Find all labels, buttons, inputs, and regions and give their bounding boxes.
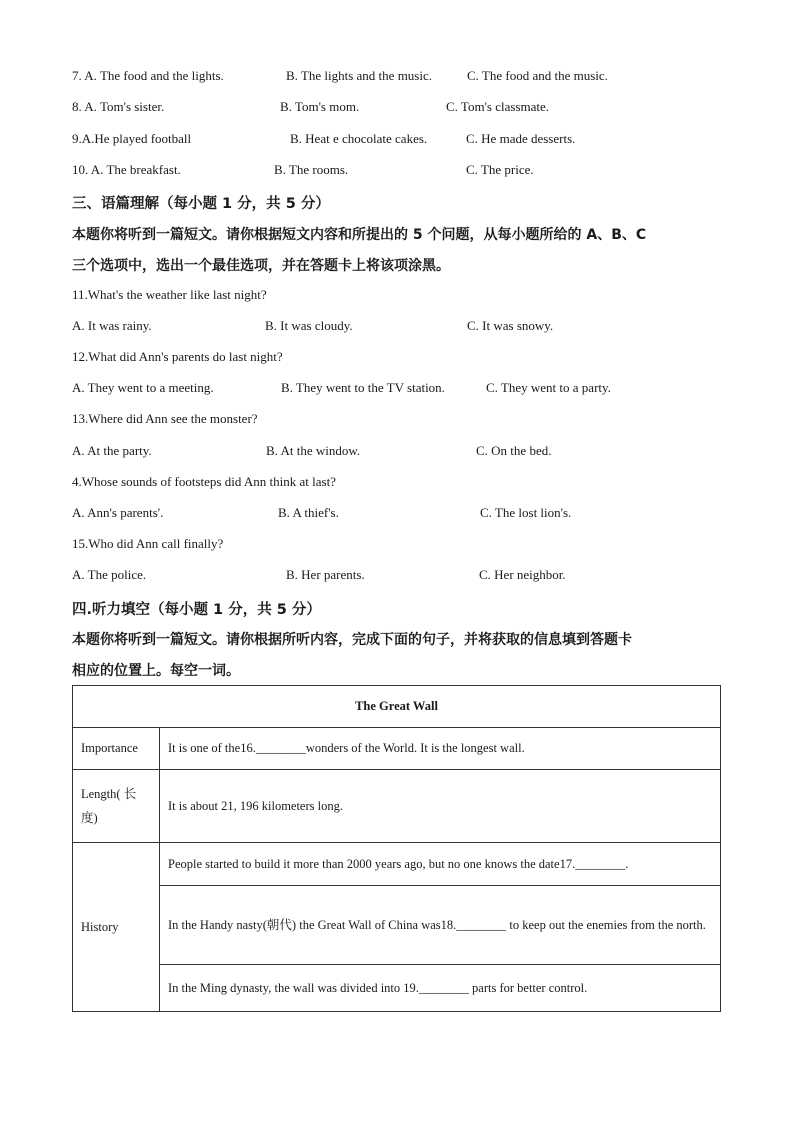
option-c: C. It was snowy. <box>467 318 554 333</box>
section-4-instructions-line-2: 相应的位置上。每空一词。 <box>72 663 240 679</box>
section-3-instructions-line-2: 三个选项中，选出一个最佳选项，并在答题卡上将该项涂黑。 <box>72 258 450 274</box>
option-c: C. The lost lion's. <box>480 505 572 520</box>
table-row-history-1 <box>73 843 721 886</box>
question-number: 9. <box>72 131 82 146</box>
option-a: A. It was rainy. <box>72 318 152 333</box>
table-title-row <box>73 686 721 728</box>
option-b: B. Her parents. <box>286 567 365 582</box>
history-label: History <box>73 843 160 1012</box>
question-number: 8. <box>72 99 85 114</box>
option-b: B. The lights and the music. <box>286 68 432 83</box>
importance-text: It is one of the16.________wonders of the World. It is the longest wall. <box>160 728 721 770</box>
option-a: A. Ann's parents'. <box>72 505 164 520</box>
option-b: B. The rooms. <box>274 162 349 177</box>
option-c: C. He made desserts. <box>466 131 576 146</box>
option-a: A. The food and the lights. <box>84 68 224 83</box>
history-text-3: In the Ming dynasty, the wall was divided into 19.________ parts for better control. <box>160 965 721 1012</box>
question-number: 7. <box>72 68 85 83</box>
option-b: B. They went to the TV station. <box>281 380 445 395</box>
great-wall-table <box>72 685 721 1012</box>
table-row-importance <box>73 728 721 770</box>
option-c: C. They went to a party. <box>486 380 611 395</box>
option-b: B. It was cloudy. <box>265 318 353 333</box>
question-9-row <box>72 131 191 147</box>
question-7-row <box>72 68 224 84</box>
table-row-length <box>73 770 721 843</box>
option-b: B. Tom's mom. <box>280 99 360 114</box>
option-a: A. Tom's sister. <box>84 99 165 114</box>
question-8-row <box>72 99 164 115</box>
option-c: C. The price. <box>466 162 534 177</box>
option-c: C. Tom's classmate. <box>446 99 550 114</box>
history-text-2: In the Handy nasty(朝代) the Great Wall of China was18.________ to keep out the enemies from the north. <box>160 886 721 965</box>
question-13: 13.Where did Ann see the monster? <box>72 411 258 426</box>
importance-label: Importance <box>73 728 160 770</box>
option-a: A. At the party. <box>72 443 152 458</box>
section-3-instructions-line-1: 本题你将听到一篇短文。请你根据短文内容和所提出的 5 个问题，从每小题所给的 A、B、C <box>72 227 647 243</box>
question-10-row <box>72 162 181 178</box>
question-number: 10. <box>72 162 91 177</box>
option-b: B. Heat e chocolate cakes. <box>290 131 428 146</box>
question-14: 4.Whose sounds of footsteps did Ann think at last? <box>72 474 336 489</box>
question-12: 12.What did Ann's parents do last night? <box>72 349 283 364</box>
option-c: C. The food and the music. <box>467 68 608 83</box>
table-row-history-3 <box>73 965 721 1012</box>
option-c: C. Her neighbor. <box>479 567 566 582</box>
history-text-1: People started to build it more than 2000 years ago, but no one knows the date17.________. <box>160 843 721 886</box>
question-11: 11.What's the weather like last night? <box>72 287 267 302</box>
option-b: B. A thief's. <box>278 505 339 520</box>
section-4-instructions-line-1: 本题你将听到一篇短文。请你根据所听内容，完成下面的句子，并将获取的信息填到答题卡 <box>72 632 632 648</box>
option-a: A. The breakfast. <box>90 162 181 177</box>
table-row-history-2 <box>73 886 721 965</box>
question-15: 15.Who did Ann call finally? <box>72 536 224 551</box>
section-3-heading: 三、语篇理解（每小题 1 分，共 5 分） <box>72 196 330 212</box>
section-4-heading: 四.听力填空（每小题 1 分，共 5 分） <box>72 602 321 618</box>
option-a: A. They went to a meeting. <box>72 380 214 395</box>
option-a: A.He played football <box>81 131 192 146</box>
length-text: It is about 21, 196 kilometers long. <box>160 770 721 843</box>
table-title: The Great Wall <box>73 686 721 728</box>
option-a: A. The police. <box>72 567 147 582</box>
option-b: B. At the window. <box>266 443 361 458</box>
option-c: C. On the bed. <box>476 443 552 458</box>
length-label: Length( 长度) <box>73 770 160 843</box>
